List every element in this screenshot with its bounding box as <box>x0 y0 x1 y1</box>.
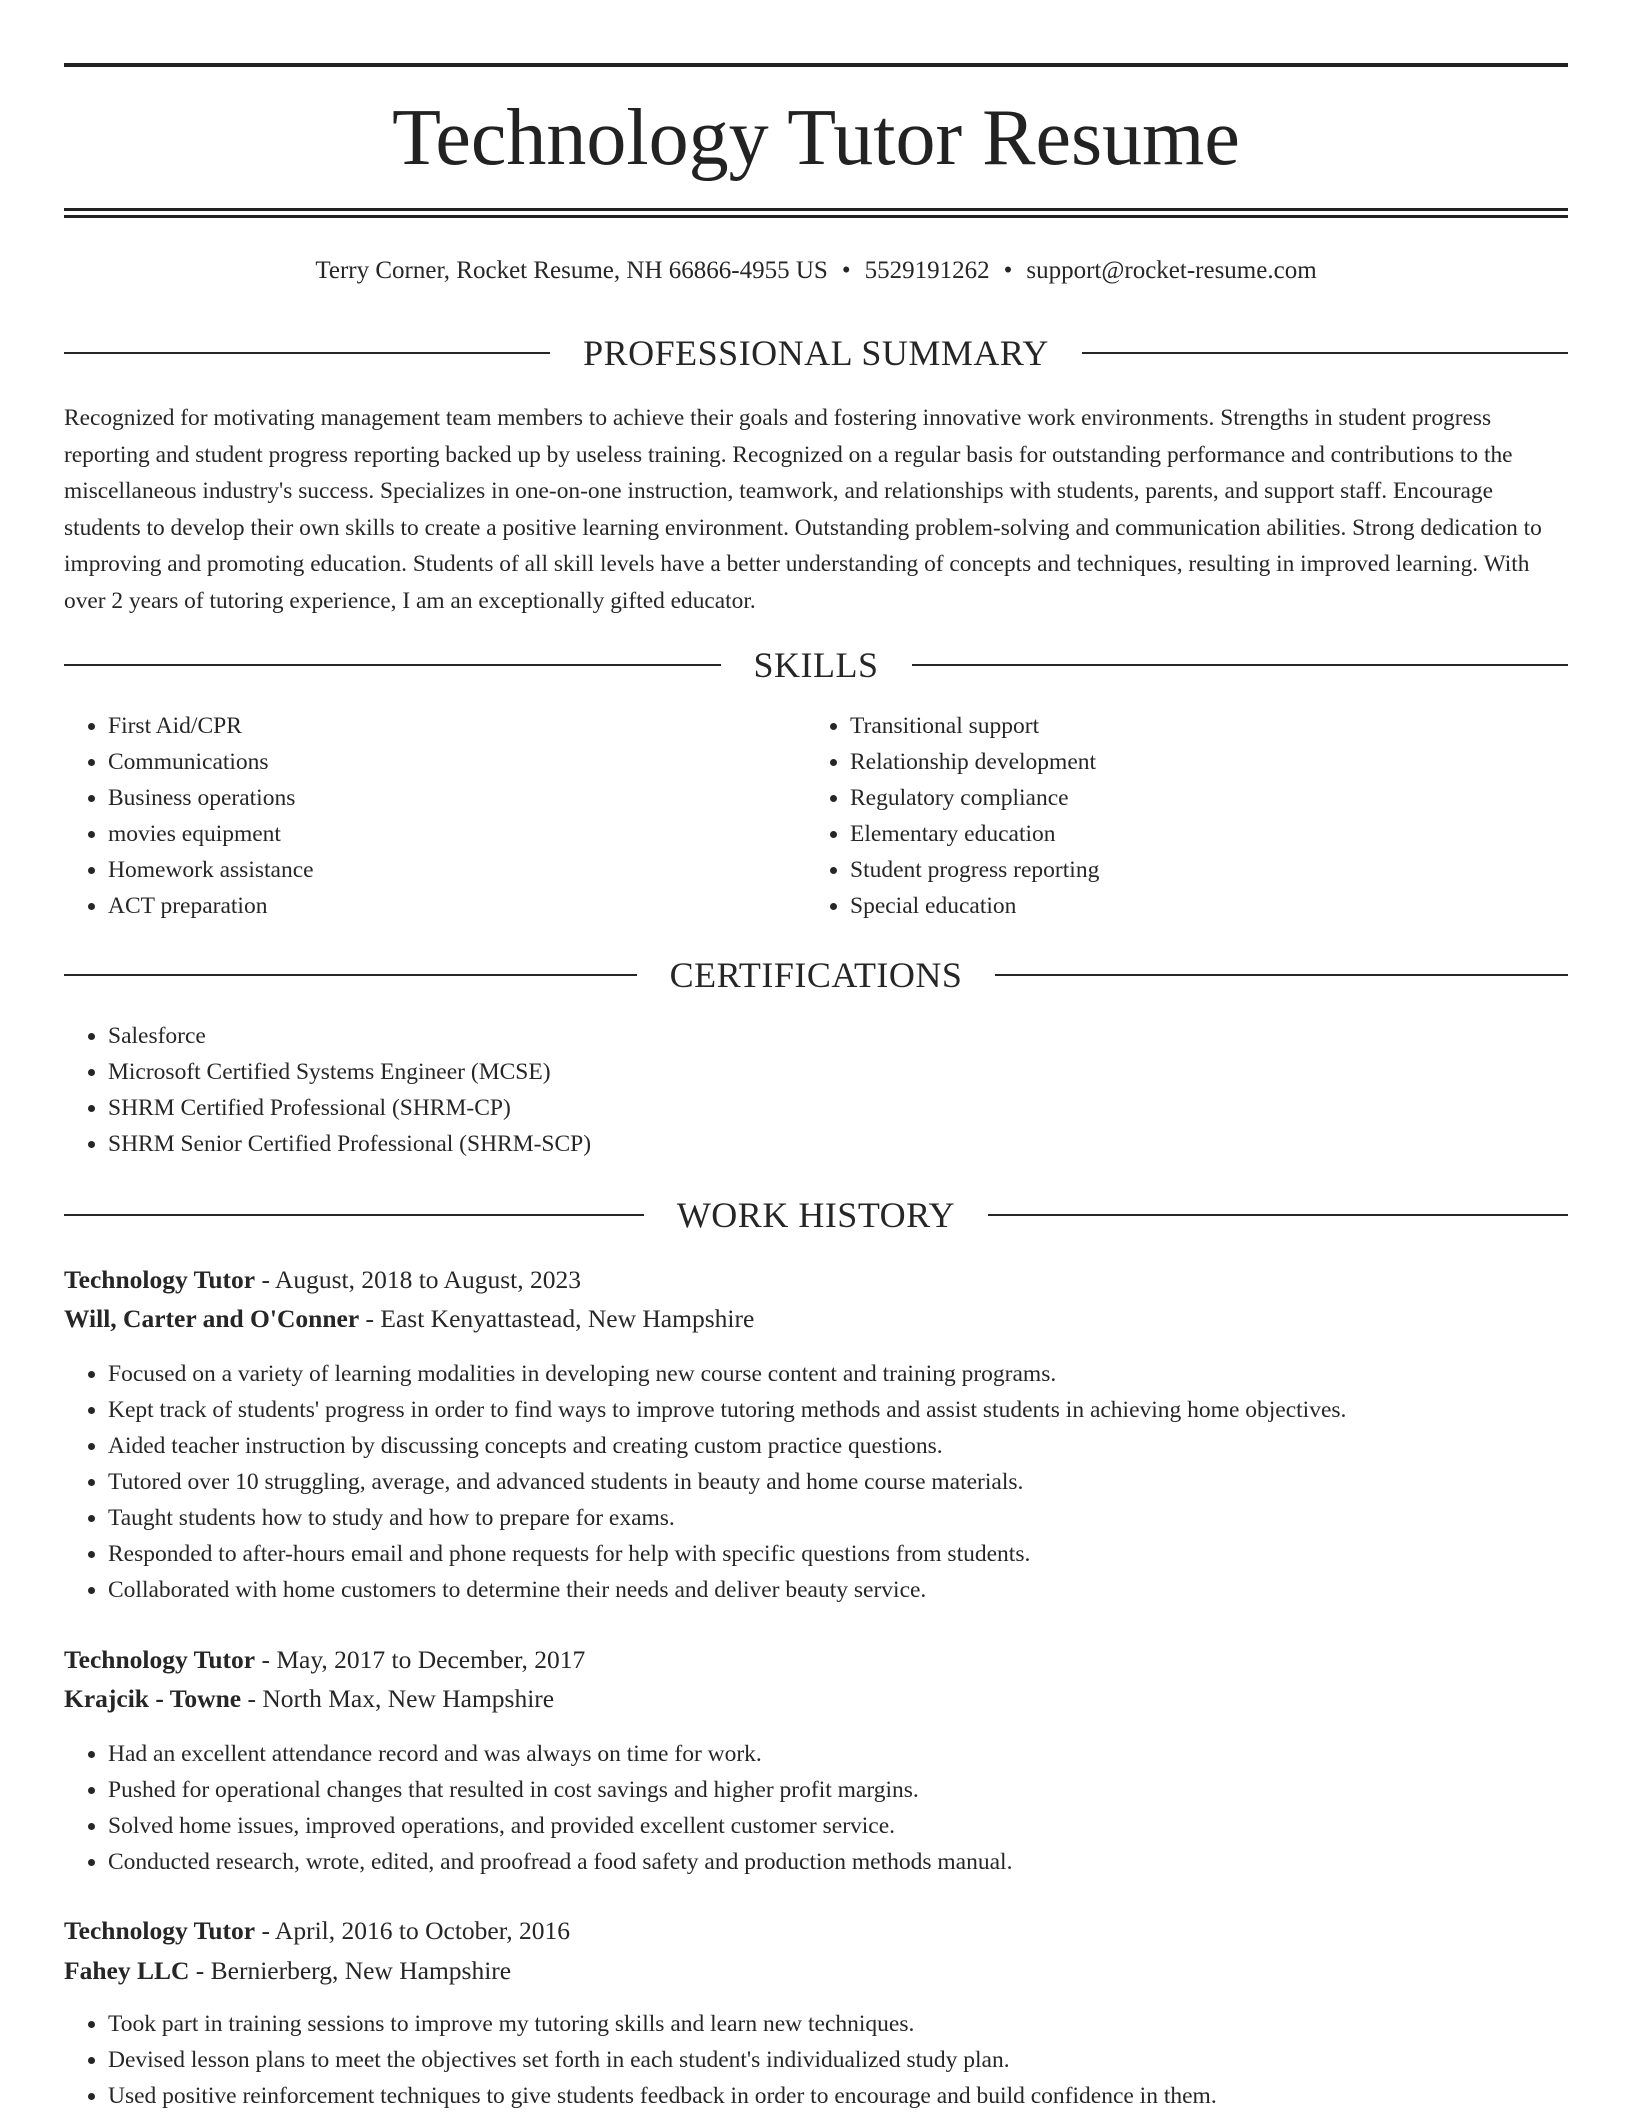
skill-item: • First Aid/CPR <box>108 708 808 744</box>
job-location: North Max, New Hampshire <box>262 1684 555 1713</box>
skills-list-left <box>64 708 808 924</box>
contact-line <box>64 255 1568 287</box>
section-title: PROFESSIONAL SUMMARY <box>583 333 1049 373</box>
job-title: Technology Tutor <box>64 1265 256 1294</box>
dash: - <box>359 1304 381 1333</box>
skill-item: • movies equipment <box>108 816 808 852</box>
contact-email: support@rocket-resume.com <box>1026 257 1317 284</box>
certification-item: • SHRM Certified Professional (SHRM-CP) <box>108 1090 1508 1126</box>
heading-rule <box>995 974 1568 976</box>
job-bullets <box>64 2006 1588 2114</box>
dash: - <box>255 1916 275 1945</box>
contact-separator: • <box>1003 257 1013 284</box>
certifications-section-heading <box>64 953 1568 997</box>
dash: - <box>255 1645 277 1674</box>
summary-paragraph: Recognized for motivating management team members to achieve their goals and fostering innovative work environments. Strengths in student progress reporting and student progress reporting backed up by useless training. Recognized on a regular basis for outstanding performance and contributions to the miscellaneous industry's success. Specializes in one-on-one instruction, teamwork, and relationships with students, parents, and support staff. Encourage students to develop their own skills to create a positive learning environment. Outstanding problem-solving and communication abilities. Strong dedication to improving and promoting education. Students of all skill levels have a better understanding of concepts and techniques, resulting in improved learning. With over 2 years of tutoring experience, I am an exceptionally gifted educator. <box>64 405 1542 614</box>
job-bullet: • Solved home issues, improved operations, and provided excellent customer service. <box>108 1808 1588 1844</box>
job-dates: May, 2017 to December, 2017 <box>276 1645 586 1674</box>
job-bullet: • Took part in training sessions to improve my tutoring skills and learn new techniques. <box>108 2006 1588 2042</box>
job-bullet: • Had an excellent attendance record and was always on time for work. <box>108 1736 1588 1772</box>
skill-item: • Communications <box>108 744 808 780</box>
skills-section-heading <box>64 643 1568 687</box>
job-bullet: • Focused on a variety of learning modalities in developing new course content and training programs. <box>108 1356 1588 1392</box>
resume-title: Technology Tutor Resume <box>392 94 1240 182</box>
contact-separator: • <box>841 257 851 284</box>
job-bullet: • Collaborated with home customers to determine their needs and deliver beauty service. <box>108 1572 1588 1608</box>
heading-rule <box>64 352 550 354</box>
job-dates: August, 2018 to August, 2023 <box>274 1265 581 1294</box>
skill-item: • Regulatory compliance <box>850 780 1550 816</box>
job-title: Technology Tutor <box>64 1916 256 1945</box>
skill-item: • Homework assistance <box>108 852 808 888</box>
skill-item: • Special education <box>850 888 1550 924</box>
section-title: SKILLS <box>753 645 879 685</box>
dash: - <box>189 1956 211 1985</box>
dash: - <box>255 1265 275 1294</box>
section-title: WORK HISTORY <box>676 1195 956 1235</box>
job-bullets <box>64 1736 1588 1880</box>
certification-item: • Salesforce <box>108 1018 1508 1054</box>
job-company-line <box>64 1953 1568 1989</box>
heading-rule <box>1082 352 1568 354</box>
job-dates: April, 2016 to October, 2016 <box>274 1916 570 1945</box>
job-title: Technology Tutor <box>64 1645 256 1674</box>
skill-item: • ACT preparation <box>108 888 808 924</box>
job-bullets <box>64 1356 1588 1608</box>
job-bullet: • Aided teacher instruction by discussing concepts and creating custom practice questions. <box>108 1428 1588 1464</box>
job-bullet: • Devised lesson plans to meet the objectives set forth in each student's individualized study plan. <box>108 2042 1588 2078</box>
certifications-list <box>64 1018 1508 1162</box>
skill-item: • Relationship development <box>850 744 1550 780</box>
job-bullet: • Kept track of students' progress in order to find ways to improve tutoring methods and assist students in achieving home objectives. <box>108 1392 1588 1428</box>
job-bullet: • Used positive reinforcement techniques to give students feedback in order to encourage and build confidence in them. <box>108 2078 1588 2114</box>
job-company: Krajcik - Towne <box>64 1684 242 1713</box>
certification-item: • SHRM Senior Certified Professional (SHRM-SCP) <box>108 1126 1508 1162</box>
heading-rule <box>912 664 1569 666</box>
contact-address: Terry Corner, Rocket Resume, NH 66866-4955 US <box>315 257 828 284</box>
job-title-line <box>64 1642 1568 1678</box>
job-bullet: • Responded to after-hours email and phone requests for help with specific questions from students. <box>108 1536 1588 1572</box>
heading-rule <box>64 1214 644 1216</box>
job-company: Will, Carter and O'Conner <box>64 1304 360 1333</box>
contact-phone: 5529191262 <box>864 257 990 284</box>
certification-item: • Microsoft Certified Systems Engineer (MCSE) <box>108 1054 1508 1090</box>
skill-item: • Elementary education <box>850 816 1550 852</box>
job-bullet: • Taught students how to study and how to prepare for exams. <box>108 1500 1588 1536</box>
work-history-section-heading <box>64 1193 1568 1237</box>
title-double-rule <box>64 208 1568 218</box>
heading-rule <box>64 974 637 976</box>
summary-section-heading <box>64 331 1568 375</box>
dash: - <box>241 1684 263 1713</box>
job-title-line <box>64 1913 1568 1949</box>
job-bullet: • Conducted research, wrote, edited, and proofread a food safety and production methods manual. <box>108 1844 1588 1880</box>
job-bullet: • Pushed for operational changes that resulted in cost savings and higher profit margins. <box>108 1772 1588 1808</box>
section-title: CERTIFICATIONS <box>669 955 963 995</box>
job-bullet: • Tutored over 10 struggling, average, and advanced students in beauty and home course materials. <box>108 1464 1588 1500</box>
job-company-line <box>64 1681 1568 1717</box>
job-company: Fahey LLC <box>64 1956 190 1985</box>
skill-item: • Student progress reporting <box>850 852 1550 888</box>
skill-item: • Transitional support <box>850 708 1550 744</box>
heading-rule <box>988 1214 1568 1216</box>
job-company-line <box>64 1301 1568 1337</box>
job-location: East Kenyattastead, New Hampshire <box>380 1304 755 1333</box>
job-location: Bernierberg, New Hampshire <box>210 1956 512 1985</box>
heading-rule <box>64 664 721 666</box>
job-title-line <box>64 1262 1568 1298</box>
skills-list-right <box>806 708 1550 924</box>
top-rule <box>64 63 1568 67</box>
skill-item: • Business operations <box>108 780 808 816</box>
